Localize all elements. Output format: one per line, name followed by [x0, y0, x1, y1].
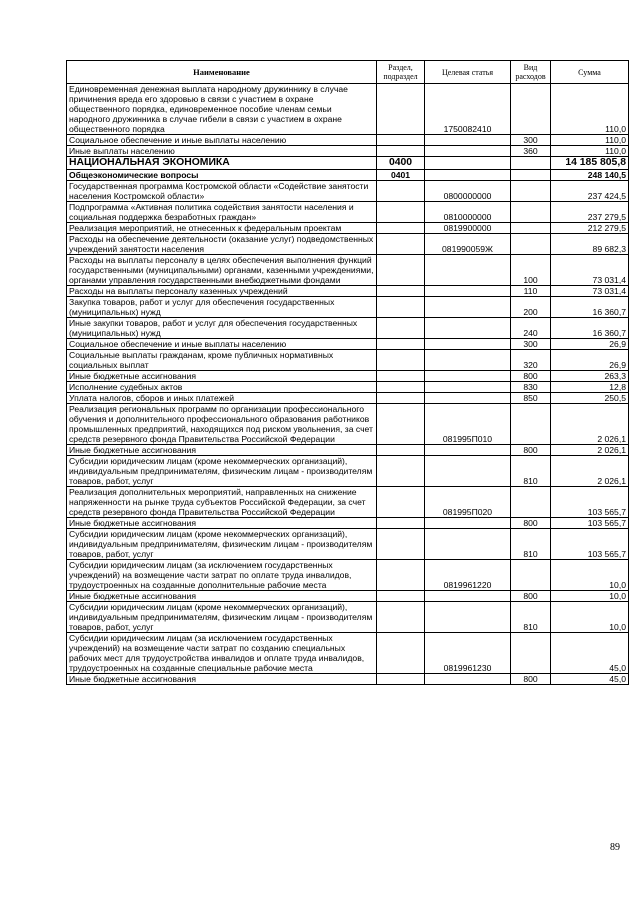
cell-target: 081995П010	[425, 404, 511, 445]
cell-name: Иные бюджетные ассигнования	[67, 591, 377, 602]
header-name: Наименование	[67, 61, 377, 84]
table-row	[67, 560, 629, 591]
table-row	[67, 135, 629, 146]
cell-section	[377, 181, 425, 202]
cell-section	[377, 518, 425, 529]
cell-name: Иные бюджетные ассигнования	[67, 518, 377, 529]
cell-sum: 237 279,5	[551, 202, 629, 223]
table-row	[67, 445, 629, 456]
cell-type	[511, 633, 551, 674]
cell-type: 240	[511, 318, 551, 339]
cell-target	[425, 286, 511, 297]
cell-type: 800	[511, 591, 551, 602]
cell-name: Уплата налогов, сборов и иных платежей	[67, 393, 377, 404]
cell-sum: 45,0	[551, 633, 629, 674]
header-sum: Сумма	[551, 61, 629, 84]
cell-type: 800	[511, 371, 551, 382]
cell-target	[425, 318, 511, 339]
cell-name: Закупка товаров, работ и услуг для обеспечения государственных (муниципальных) нужд	[67, 297, 377, 318]
cell-section	[377, 591, 425, 602]
cell-sum: 12,8	[551, 382, 629, 393]
table-row	[67, 456, 629, 487]
cell-name: Иные бюджетные ассигнования	[67, 371, 377, 382]
cell-section	[377, 602, 425, 633]
cell-sum: 2 026,1	[551, 404, 629, 445]
table-row	[67, 350, 629, 371]
cell-name: Исполнение судебных актов	[67, 382, 377, 393]
table-header-row	[67, 61, 629, 84]
cell-target	[425, 529, 511, 560]
cell-section	[377, 297, 425, 318]
table-row	[67, 404, 629, 445]
cell-section	[377, 529, 425, 560]
table-row	[67, 223, 629, 234]
header-type: Вид расходов	[511, 61, 551, 84]
cell-target	[425, 371, 511, 382]
cell-type: 800	[511, 445, 551, 456]
cell-section: 0401	[377, 170, 425, 181]
cell-sum: 26,9	[551, 339, 629, 350]
cell-name: Социальные выплаты гражданам, кроме публичных нормативных социальных выплат	[67, 350, 377, 371]
table-row	[67, 157, 629, 170]
table-row	[67, 529, 629, 560]
table-row	[67, 286, 629, 297]
cell-target	[425, 445, 511, 456]
table-row	[67, 234, 629, 255]
cell-sum: 110,0	[551, 146, 629, 157]
cell-name: Расходы на выплаты персоналу в целях обеспечения выполнения функций государственными (муниципальными) органами, казенными учреждениями, органами управления государственными внебюджетными фондами	[67, 255, 377, 286]
cell-sum: 73 031,4	[551, 286, 629, 297]
cell-name: НАЦИОНАЛЬНАЯ ЭКОНОМИКА	[67, 157, 377, 170]
cell-target	[425, 255, 511, 286]
cell-type	[511, 487, 551, 518]
table-row	[67, 371, 629, 382]
cell-sum: 14 185 805,8	[551, 157, 629, 170]
header-target: Целевая статья	[425, 61, 511, 84]
cell-type	[511, 84, 551, 135]
table-row	[67, 146, 629, 157]
cell-target: 0819900000	[425, 223, 511, 234]
cell-sum: 16 360,7	[551, 318, 629, 339]
cell-section	[377, 339, 425, 350]
cell-section	[377, 456, 425, 487]
cell-name: Субсидии юридическим лицам (кроме некоммерческих организаций), индивидуальным предпринимателям, физическим лицам - производителям товаров, работ, услуг	[67, 456, 377, 487]
cell-section	[377, 318, 425, 339]
cell-section	[377, 674, 425, 685]
cell-name: Общеэкономические вопросы	[67, 170, 377, 181]
cell-section	[377, 255, 425, 286]
cell-name: Иные выплаты населению	[67, 146, 377, 157]
cell-name: Реализация региональных программ по организации профессионального обучения и дополнительного профессионального образования работников промышленных предприятий, находящихся под риском увольнения, за счет средств резервного фонда Правительства Российской Федерации	[67, 404, 377, 445]
cell-section	[377, 286, 425, 297]
cell-target: 0810000000	[425, 202, 511, 223]
cell-target	[425, 350, 511, 371]
cell-target	[425, 591, 511, 602]
cell-target: 081995П020	[425, 487, 511, 518]
cell-sum: 103 565,7	[551, 487, 629, 518]
table-row	[67, 170, 629, 181]
cell-target	[425, 518, 511, 529]
cell-target	[425, 157, 511, 170]
table-row	[67, 393, 629, 404]
cell-type: 850	[511, 393, 551, 404]
cell-section: 0400	[377, 157, 425, 170]
cell-name: Субсидии юридическим лицам (за исключением государственных учреждений) на возмещение части затрат по оплате труда инвалидов, трудоустроенных на созданные дополнительные рабочие места	[67, 560, 377, 591]
cell-name: Единовременная денежная выплата народному дружиннику в случае причинения вреда его здоровью в связи с участием в охране общественного порядка, единовременное пособие членам семьи народного дружинника в случае гибели в связи с участием в охране общественного порядка	[67, 84, 377, 135]
cell-section	[377, 135, 425, 146]
cell-section	[377, 223, 425, 234]
cell-section	[377, 146, 425, 157]
cell-name: Иные закупки товаров, работ и услуг для обеспечения государственных (муниципальных) нужд	[67, 318, 377, 339]
cell-name: Иные бюджетные ассигнования	[67, 445, 377, 456]
cell-target: 0800000000	[425, 181, 511, 202]
budget-table	[66, 60, 629, 685]
cell-type: 830	[511, 382, 551, 393]
cell-sum: 45,0	[551, 674, 629, 685]
cell-sum: 248 140,5	[551, 170, 629, 181]
cell-type	[511, 157, 551, 170]
cell-sum: 10,0	[551, 591, 629, 602]
cell-sum: 103 565,7	[551, 529, 629, 560]
cell-type: 360	[511, 146, 551, 157]
table-row	[67, 382, 629, 393]
cell-type: 800	[511, 518, 551, 529]
cell-sum: 10,0	[551, 560, 629, 591]
header-section: Раздел, подраздел	[377, 61, 425, 84]
cell-type: 810	[511, 602, 551, 633]
cell-sum: 10,0	[551, 602, 629, 633]
cell-type: 800	[511, 674, 551, 685]
cell-section	[377, 393, 425, 404]
cell-type	[511, 560, 551, 591]
cell-section	[377, 234, 425, 255]
table-row	[67, 633, 629, 674]
cell-type	[511, 202, 551, 223]
cell-type: 200	[511, 297, 551, 318]
cell-name: Государственная программа Костромской области «Содействие занятости населения Костромской области»	[67, 181, 377, 202]
cell-target	[425, 135, 511, 146]
cell-target: 081990059Ж	[425, 234, 511, 255]
cell-name: Подпрограмма «Активная политика содействия занятости населения и социальная поддержка безработных граждан»	[67, 202, 377, 223]
cell-sum: 2 026,1	[551, 456, 629, 487]
table-row	[67, 674, 629, 685]
table-row	[67, 318, 629, 339]
table-row	[67, 591, 629, 602]
cell-sum: 237 424,5	[551, 181, 629, 202]
cell-type: 300	[511, 339, 551, 350]
cell-target	[425, 170, 511, 181]
cell-name: Субсидии юридическим лицам (кроме некоммерческих организаций), индивидуальным предпринимателям, физическим лицам - производителям товаров, работ, услуг	[67, 529, 377, 560]
cell-section	[377, 487, 425, 518]
cell-name: Расходы на обеспечение деятельности (оказание услуг) подведомственных учреждений занятости населения	[67, 234, 377, 255]
cell-type	[511, 404, 551, 445]
cell-type: 810	[511, 529, 551, 560]
cell-sum: 16 360,7	[551, 297, 629, 318]
cell-type	[511, 181, 551, 202]
page-number: 89	[610, 842, 620, 853]
table-row	[67, 202, 629, 223]
cell-name: Реализация дополнительных мероприятий, направленных на снижение напряженности на рынке труда субъектов Российской Федерации, за счет средств резервного фонда Правительства Российской Федерации	[67, 487, 377, 518]
table-row	[67, 487, 629, 518]
table-row	[67, 339, 629, 350]
cell-target: 0819961230	[425, 633, 511, 674]
table-row	[67, 255, 629, 286]
cell-target	[425, 297, 511, 318]
cell-section	[377, 350, 425, 371]
cell-target	[425, 382, 511, 393]
table-row	[67, 84, 629, 135]
table-row	[67, 602, 629, 633]
cell-name: Расходы на выплаты персоналу казенных учреждений	[67, 286, 377, 297]
cell-section	[377, 404, 425, 445]
cell-sum: 26,9	[551, 350, 629, 371]
cell-section	[377, 445, 425, 456]
cell-target: 0819961220	[425, 560, 511, 591]
cell-target	[425, 393, 511, 404]
cell-type: 810	[511, 456, 551, 487]
cell-sum: 212 279,5	[551, 223, 629, 234]
cell-sum: 263,3	[551, 371, 629, 382]
cell-name: Субсидии юридическим лицам (за исключением государственных учреждений) на возмещение части затрат по созданию специальных рабочих мест для трудоустройства инвалидов и оплате труда инвалидов, трудоустроенных на созданные специальные рабочие места	[67, 633, 377, 674]
cell-target	[425, 602, 511, 633]
cell-section	[377, 633, 425, 674]
cell-type: 100	[511, 255, 551, 286]
cell-target	[425, 339, 511, 350]
table-body	[67, 84, 629, 685]
cell-section	[377, 202, 425, 223]
cell-section	[377, 560, 425, 591]
cell-sum: 250,5	[551, 393, 629, 404]
table-row	[67, 181, 629, 202]
cell-target	[425, 146, 511, 157]
cell-sum: 103 565,7	[551, 518, 629, 529]
cell-type	[511, 234, 551, 255]
cell-name: Иные бюджетные ассигнования	[67, 674, 377, 685]
cell-section	[377, 382, 425, 393]
cell-type	[511, 170, 551, 181]
cell-target	[425, 674, 511, 685]
cell-type: 320	[511, 350, 551, 371]
cell-name: Реализация мероприятий, не отнесенных к федеральным проектам	[67, 223, 377, 234]
table-row	[67, 297, 629, 318]
table-row	[67, 518, 629, 529]
cell-sum: 2 026,1	[551, 445, 629, 456]
cell-target	[425, 456, 511, 487]
cell-sum: 110,0	[551, 135, 629, 146]
cell-sum: 110,0	[551, 84, 629, 135]
cell-section	[377, 371, 425, 382]
cell-name: Социальное обеспечение и иные выплаты населению	[67, 339, 377, 350]
cell-section	[377, 84, 425, 135]
cell-type: 110	[511, 286, 551, 297]
cell-sum: 89 682,3	[551, 234, 629, 255]
cell-type: 300	[511, 135, 551, 146]
cell-target: 1750082410	[425, 84, 511, 135]
cell-type	[511, 223, 551, 234]
cell-sum: 73 031,4	[551, 255, 629, 286]
cell-name: Субсидии юридическим лицам (кроме некоммерческих организаций), индивидуальным предпринимателям, физическим лицам - производителям товаров, работ, услуг	[67, 602, 377, 633]
cell-name: Социальное обеспечение и иные выплаты населению	[67, 135, 377, 146]
